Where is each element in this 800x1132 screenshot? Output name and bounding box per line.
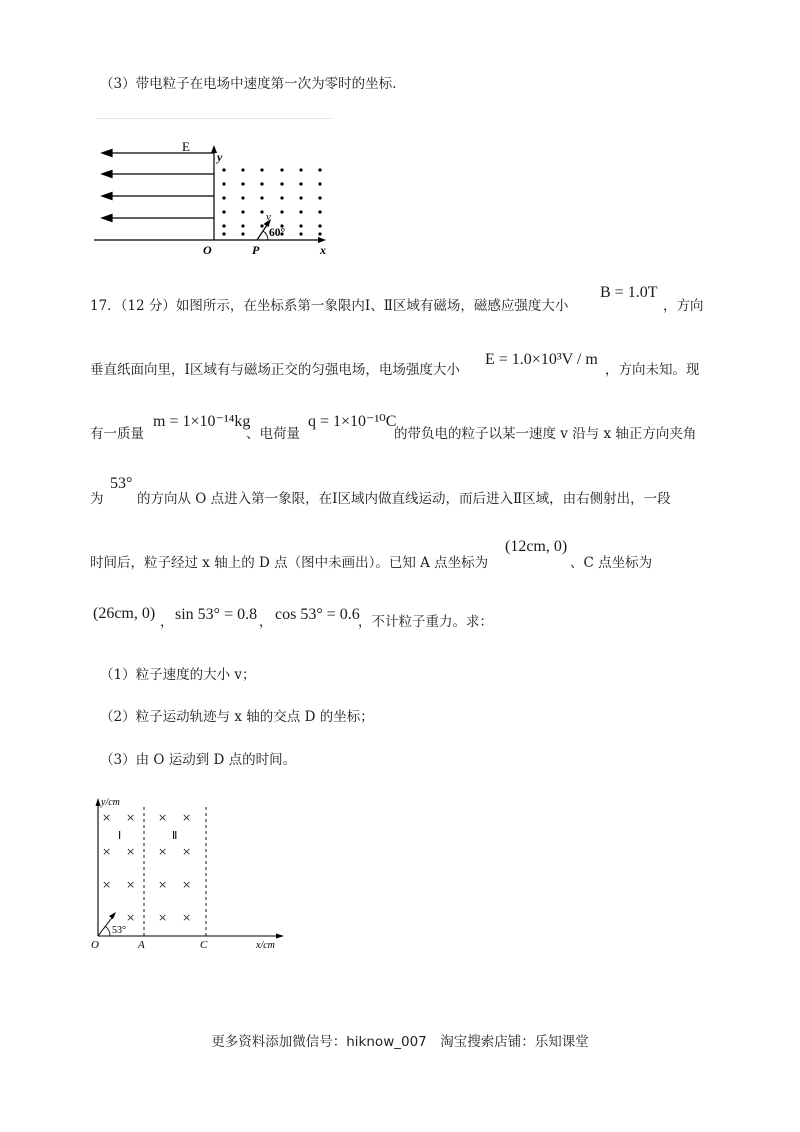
- label-region-I: Ⅰ: [118, 830, 122, 842]
- label-angle-60: 60°: [269, 227, 286, 239]
- label-O: O: [91, 939, 99, 951]
- label-E: E: [182, 139, 190, 154]
- q17-part2: （2）粒子运动轨迹与 x 轴的交点 D 的坐标；: [100, 709, 374, 725]
- formula-m: m = 1×10⁻¹⁴kg: [153, 413, 251, 430]
- svg-text:×: ×: [126, 845, 136, 858]
- label-y: y: [217, 150, 223, 164]
- label-C: C: [200, 939, 208, 951]
- q17-l1-tail: ，方向: [663, 298, 704, 314]
- svg-text:×: ×: [182, 911, 192, 924]
- q17-l3-a: 有一质量: [90, 426, 144, 442]
- q17-l3-b: 、电荷量: [246, 426, 300, 442]
- q17-part1: （1）粒子速度的大小 v；: [100, 667, 256, 683]
- sep-1: ，: [160, 614, 174, 630]
- svg-text:×: ×: [182, 845, 192, 858]
- label-A: A: [138, 939, 145, 951]
- q17-l5-a: 时间后，粒子经过 x 轴上的 D 点（图中未画出）。已知 A 点坐标为: [90, 555, 489, 571]
- q17-line1: [90, 296, 568, 316]
- q17-part3: （3）由 O 运动到 D 点的时间。: [100, 752, 297, 768]
- label-v: v: [266, 211, 271, 223]
- q17-l6-tail: ，不计粒子重力。求：: [358, 614, 493, 630]
- formula-C-coord: (26cm, 0): [93, 605, 156, 622]
- figure-electric-magnetic-field: [90, 136, 340, 258]
- q17-l2-tail: ，方向未知。现: [605, 362, 700, 378]
- q17-head: 17．（12 分）如图所示，在坐标系第一象限内Ⅰ、Ⅱ区域有磁场，磁感应强度大小: [90, 298, 569, 314]
- svg-text:×: ×: [182, 811, 192, 824]
- q17-l5-tail: 、C 点坐标为: [570, 555, 653, 571]
- magnetic-field-crosses: [102, 811, 191, 924]
- formula-q: q = 1×10⁻¹⁰C: [308, 413, 397, 430]
- formula-cos: cos 53° = 0.6: [275, 606, 360, 623]
- svg-text:×: ×: [158, 811, 168, 824]
- q17-l3-tail: 的带负电的粒子以某一速度 v 沿与 x 轴正方向夹角: [394, 426, 697, 442]
- svg-text:×: ×: [102, 878, 112, 891]
- q17-l4-tail: 的方向从 O 点进入第一象限，在Ⅰ区域内做直线运动，而后进入Ⅱ区域，由右侧射出，一段: [137, 491, 671, 507]
- svg-text:×: ×: [126, 811, 136, 824]
- label-region-II: Ⅱ: [172, 830, 178, 842]
- label-P: P: [252, 243, 260, 257]
- divider: [96, 118, 331, 119]
- svg-text:×: ×: [102, 845, 112, 858]
- svg-text:×: ×: [158, 845, 168, 858]
- formula-sin: sin 53° = 0.8: [175, 606, 258, 623]
- label-angle-53: 53°: [112, 925, 126, 936]
- label-x: x: [320, 243, 326, 257]
- q17-l4-a: 为: [90, 491, 104, 507]
- magnetic-field-dots: [222, 168, 321, 235]
- svg-text:×: ×: [158, 911, 168, 924]
- label-y-cm: y/cm: [101, 797, 120, 808]
- formula-B: B = 1.0T: [600, 284, 658, 301]
- svg-text:×: ×: [102, 811, 112, 824]
- sep-2: ，: [259, 614, 273, 630]
- svg-text:×: ×: [126, 911, 136, 924]
- label-O: O: [203, 243, 212, 257]
- formula-A-coord: (12cm, 0): [505, 538, 568, 555]
- svg-text:×: ×: [182, 878, 192, 891]
- svg-text:×: ×: [126, 878, 136, 891]
- formula-angle: 53°: [110, 475, 133, 492]
- q17-l2-a: 垂直纸面向里，Ⅰ区域有与磁场正交的匀强电场，电场强度大小: [90, 362, 460, 378]
- q16-part3: （3）带电粒子在电场中速度第一次为零时的坐标.: [100, 76, 397, 92]
- label-x-cm: x/cm: [256, 940, 275, 951]
- svg-text:×: ×: [158, 878, 168, 891]
- page-footer: 更多资料添加微信号：hiknow_007 淘宝搜索店铺：乐知课堂: [211, 1034, 589, 1050]
- e-field-arrows: [102, 150, 214, 222]
- figure-magnetic-regions: [88, 794, 298, 952]
- formula-E: E = 1.0×10³V / m: [485, 351, 598, 368]
